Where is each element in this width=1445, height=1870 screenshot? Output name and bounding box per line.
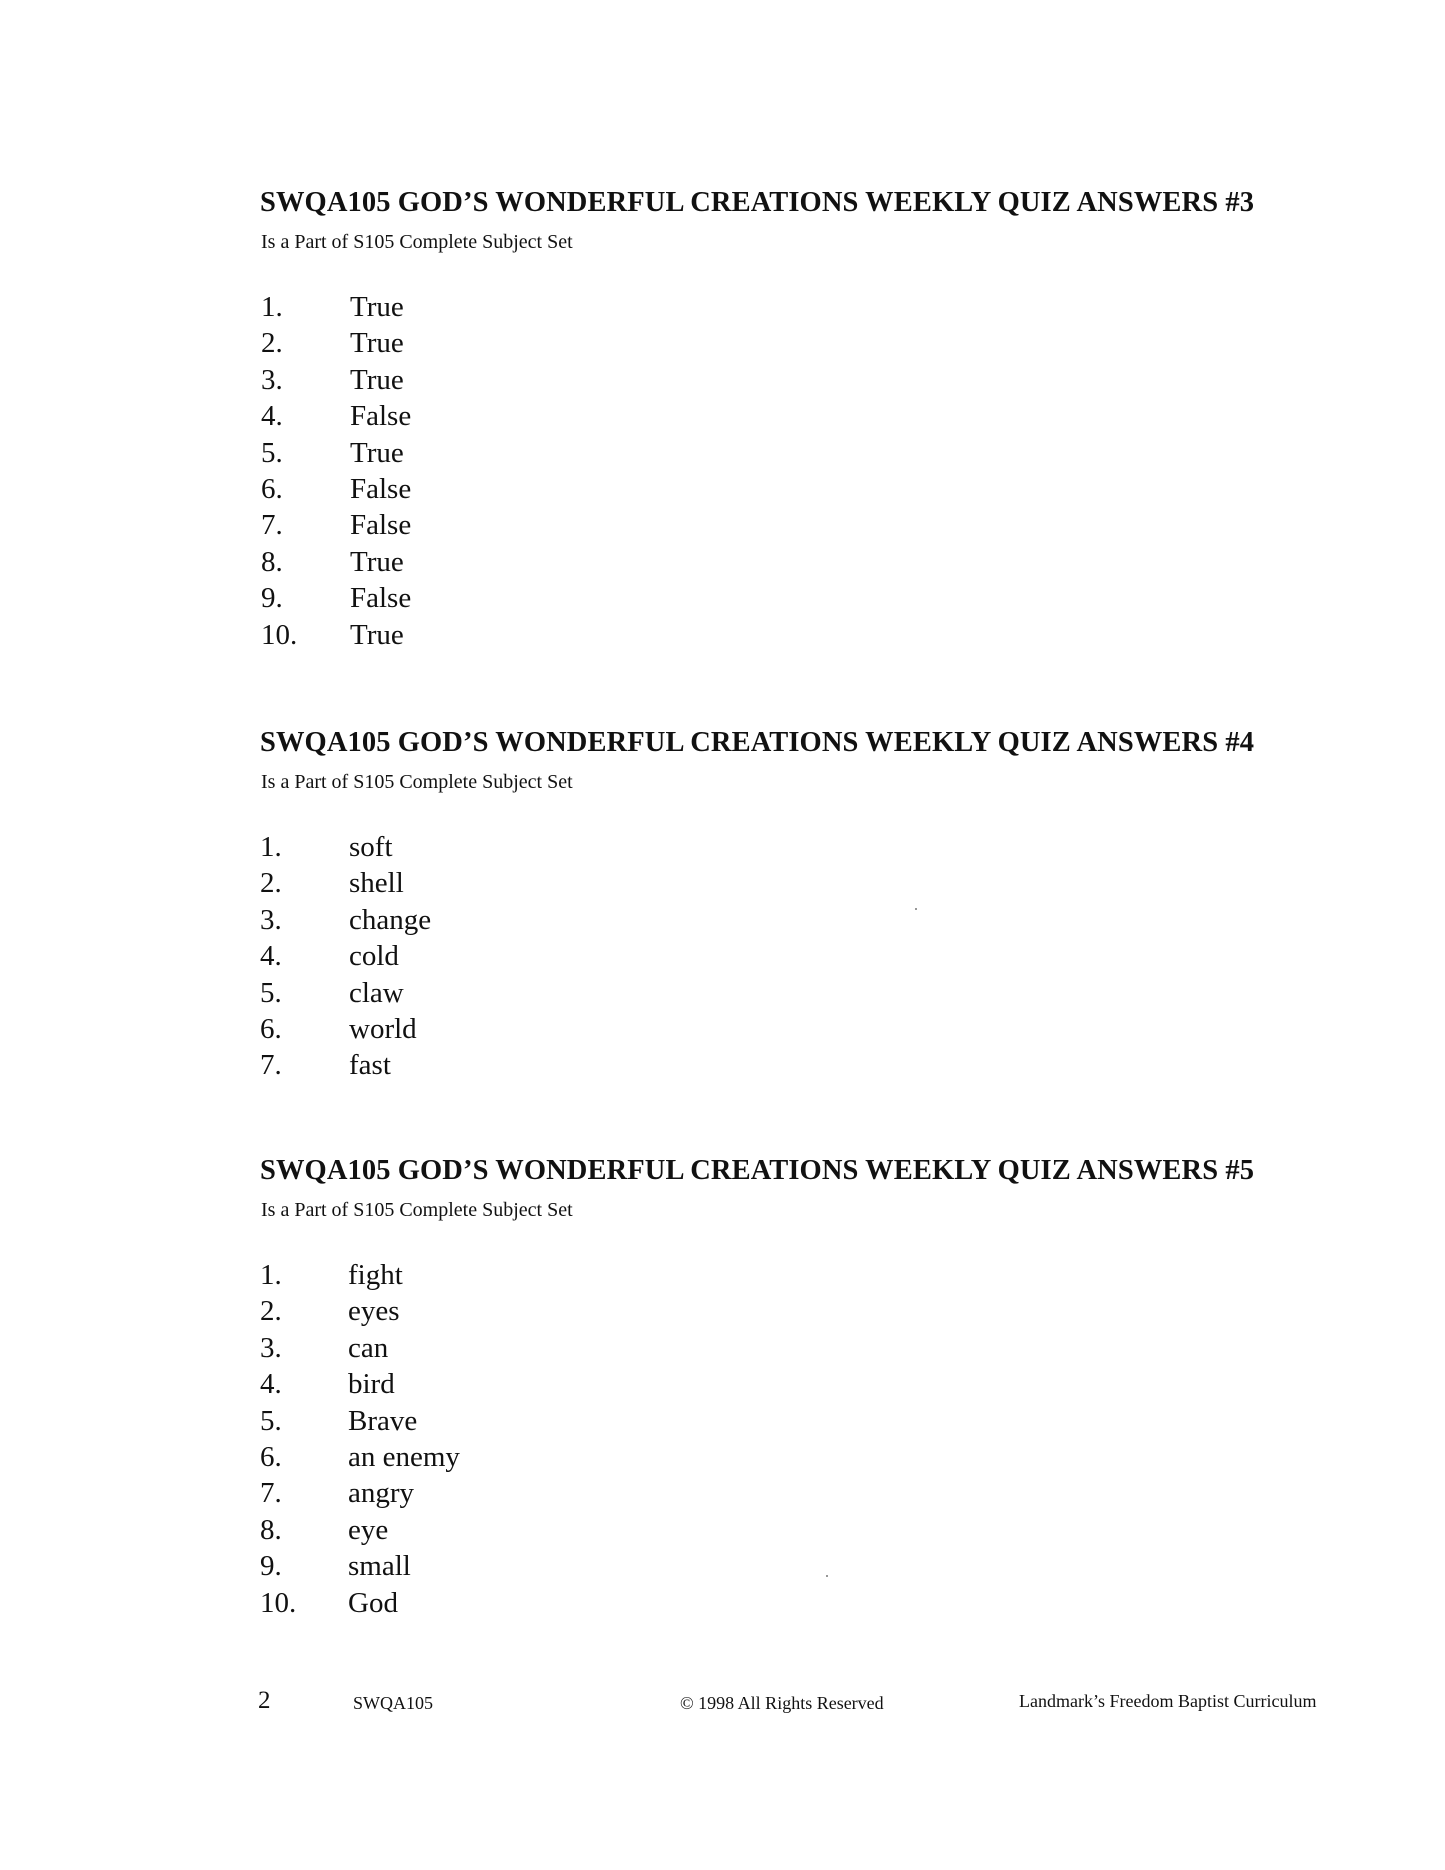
answer-number: 4. <box>260 1368 282 1401</box>
answer-text: cold <box>349 940 399 973</box>
answer-number: 5. <box>261 436 283 469</box>
answer-text: fast <box>349 1049 391 1082</box>
answer-number: 1. <box>260 831 282 863</box>
answer-text: an enemy <box>348 1440 460 1473</box>
copyright-notice: © 1998 All Rights Reserved <box>680 1693 884 1713</box>
section-subtitle: Is a Part of S105 Complete Subject Set <box>261 1199 573 1221</box>
answer-number: 7. <box>260 1049 282 1082</box>
answer-number: 9. <box>260 1550 282 1583</box>
answer-number: 2. <box>260 867 282 900</box>
answer-number: 2. <box>260 1295 282 1328</box>
answer-text: True <box>350 291 404 323</box>
answer-number: 3. <box>260 1331 282 1364</box>
section-title: SWQA105 GOD’S WONDERFUL CREATIONS WEEKLY QUIZ ANSWERS #5 <box>260 1155 1255 1186</box>
answer-number: 6. <box>261 472 283 505</box>
page-number: 2 <box>258 1687 271 1714</box>
answer-text: True <box>350 436 404 469</box>
answer-text: can <box>348 1331 389 1364</box>
answer-number: 5. <box>260 976 282 1009</box>
section-subtitle: Is a Part of S105 Complete Subject Set <box>261 231 573 253</box>
document-code: SWQA105 <box>353 1693 433 1713</box>
answer-number: 8. <box>261 545 283 578</box>
answer-text: eyes <box>348 1295 400 1328</box>
answer-text: Brave <box>348 1404 418 1437</box>
answer-text: fight <box>348 1259 403 1291</box>
answer-text: True <box>350 545 404 578</box>
answer-number: 10. <box>261 618 298 651</box>
section-subtitle: Is a Part of S105 Complete Subject Set <box>261 771 573 793</box>
answer-text: False <box>350 400 412 433</box>
answer-text: shell <box>349 867 404 900</box>
answer-number: 6. <box>260 1012 282 1045</box>
answer-number: 5. <box>260 1404 282 1437</box>
section-title: SWQA105 GOD’S WONDERFUL CREATIONS WEEKLY QUIZ ANSWERS #4 <box>260 727 1255 758</box>
answer-number: 10. <box>260 1586 297 1619</box>
answer-number: 3. <box>261 363 283 396</box>
answer-text: True <box>350 363 404 396</box>
answer-number: 3. <box>260 903 282 936</box>
answer-text: False <box>350 472 412 505</box>
answer-number: 2. <box>261 327 283 360</box>
answer-text: False <box>350 509 412 542</box>
answer-number: 9. <box>261 582 283 615</box>
answer-text: soft <box>349 831 393 863</box>
answer-text: bird <box>348 1368 395 1401</box>
publisher-name: Landmark’s Freedom Baptist Curriculum <box>1019 1691 1317 1711</box>
answer-text: eye <box>348 1513 389 1546</box>
answer-number: 7. <box>260 1477 282 1510</box>
answer-number: 1. <box>261 291 283 323</box>
answer-text: True <box>350 327 404 360</box>
scan-speck <box>826 1575 828 1577</box>
answer-number: 4. <box>260 940 282 973</box>
answer-text: True <box>350 618 404 651</box>
page-footer <box>0 1687 1445 1731</box>
answer-text: God <box>348 1586 398 1619</box>
answer-number: 7. <box>261 509 283 542</box>
answer-number: 8. <box>260 1513 282 1546</box>
scan-speck <box>915 908 917 910</box>
answer-number: 4. <box>261 400 283 433</box>
answer-text: False <box>350 582 412 615</box>
answer-text: world <box>349 1012 417 1045</box>
answer-text: change <box>349 903 432 936</box>
answer-text: small <box>348 1550 411 1583</box>
answer-number: 6. <box>260 1440 282 1473</box>
answer-text: claw <box>349 976 404 1009</box>
section-title: SWQA105 GOD’S WONDERFUL CREATIONS WEEKLY QUIZ ANSWERS #3 <box>260 187 1255 218</box>
answer-text: angry <box>348 1477 415 1510</box>
answer-number: 1. <box>260 1259 282 1291</box>
